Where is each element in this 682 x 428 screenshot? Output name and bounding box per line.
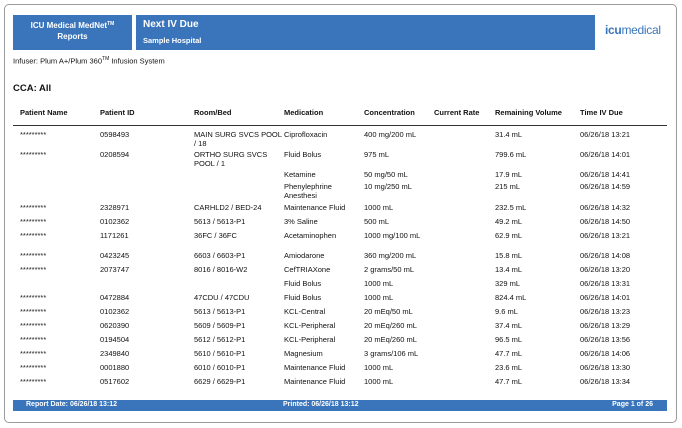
cell-id: 0001880 — [100, 363, 130, 372]
cell-vol: 37.4 mL — [495, 321, 523, 330]
col-remaining-volume: Remaining Volume — [495, 108, 562, 117]
cell-room: 6010 / 6010-P1 — [194, 363, 246, 372]
cell-conc: 1000 mL — [364, 363, 394, 372]
footer-report-date: Report Date: 06/26/18 13:12 — [26, 401, 118, 408]
cell-id: 0517602 — [100, 377, 130, 386]
cell-room: 5610 / 5610-P1 — [194, 349, 246, 358]
cell-due: 06/26/18 14:59 — [580, 182, 631, 191]
cell-due: 06/26/18 13:20 — [580, 265, 631, 274]
cell-id: 0208594 — [100, 150, 130, 159]
cell-conc: 1000 mL — [364, 293, 394, 302]
cell-conc: 20 mEq/260 mL — [364, 321, 417, 330]
cell-conc: 360 mg/200 mL — [364, 251, 417, 260]
report-footer — [13, 400, 667, 411]
infuser-prefix: Infuser: Plum A+/Plum 360 — [13, 56, 103, 66]
cell-room: 5612 / 5612-P1 — [194, 335, 246, 344]
cell-room: 5613 / 5613-P1 — [194, 217, 246, 226]
cell-conc: 20 mEq/50 mL — [364, 307, 413, 316]
cell-med: Fluid Bolus — [284, 150, 322, 159]
cell-due: 06/26/18 13:21 — [580, 130, 631, 139]
infuser-trademark: TM — [102, 56, 110, 62]
cell-vol: 329 mL — [495, 279, 521, 288]
cell-due: 06/26/18 13:30 — [580, 363, 631, 372]
cell-id: 0620390 — [100, 321, 130, 330]
col-room-bed: Room/Bed — [194, 108, 232, 117]
footer-page: Page 1 of 26 — [612, 401, 653, 408]
cell-room: MAIN SURG SVCS POOL / 18 — [194, 130, 282, 148]
cell-conc: 1000 mL — [364, 203, 394, 212]
icu-medical-logo — [605, 23, 661, 37]
cell-name: ********* — [20, 150, 47, 159]
cell-id: 2328971 — [100, 203, 130, 212]
col-medication: Medication — [284, 108, 324, 117]
cell-name: ********* — [20, 293, 47, 302]
hospital-name: Sample Hospital — [143, 36, 202, 45]
trademark: TM — [107, 21, 115, 27]
cell-vol: 49.2 mL — [495, 217, 523, 226]
cell-vol: 17.9 mL — [495, 170, 523, 179]
cell-due: 06/26/18 14:32 — [580, 203, 631, 212]
cell-vol: 13.4 mL — [495, 265, 523, 274]
cell-vol: 232.5 mL — [495, 203, 527, 212]
col-current-rate: Current Rate — [434, 108, 480, 117]
cell-med: KCL-Peripheral — [284, 321, 336, 330]
cell-due: 06/26/18 14:01 — [580, 150, 631, 159]
cell-med: Magnesium — [284, 349, 323, 358]
cell-vol: 215 mL — [495, 182, 521, 191]
cell-room: 36FC / 36FC — [194, 231, 237, 240]
cell-vol: 824.4 mL — [495, 293, 527, 302]
cell-due: 06/26/18 14:41 — [580, 170, 631, 179]
cell-due: 06/26/18 14:08 — [580, 251, 631, 260]
cell-vol: 799.6 mL — [495, 150, 527, 159]
cell-conc: 3 grams/106 mL — [364, 349, 419, 358]
cell-med: Ketamine — [284, 170, 316, 179]
cell-id: 0102362 — [100, 307, 130, 316]
cell-room: 5613 / 5613-P1 — [194, 307, 246, 316]
cell-id: 0598493 — [100, 130, 130, 139]
cca-filter: CCA: All — [13, 83, 52, 94]
cell-med: KCL-Central — [284, 307, 326, 316]
cell-med: Fluid Bolus — [284, 279, 322, 288]
cell-id: 0423245 — [100, 251, 130, 260]
cell-name: ********* — [20, 231, 47, 240]
cell-room: ORTHO SURG SVCS POOL / 1 — [194, 150, 268, 168]
cell-room: 5609 / 5609-P1 — [194, 321, 246, 330]
cell-name: ********* — [20, 251, 47, 260]
cell-conc: 1000 mL — [364, 279, 394, 288]
logo-part-icu: icu — [605, 23, 622, 37]
infuser-line — [13, 56, 165, 66]
cell-name: ********* — [20, 363, 47, 372]
cell-conc: 1000 mL — [364, 377, 394, 386]
cell-room: 8016 / 8016-W2 — [194, 265, 248, 274]
cell-conc: 10 mg/250 mL — [364, 182, 412, 191]
cell-name: ********* — [20, 335, 47, 344]
cell-name: ********* — [20, 349, 47, 358]
header-rule — [13, 125, 667, 126]
cell-id: 2349840 — [100, 349, 130, 358]
product-subtitle: Reports — [57, 32, 88, 41]
cell-name: ********* — [20, 217, 47, 226]
report-frame — [4, 4, 677, 423]
cell-vol: 96.5 mL — [495, 335, 523, 344]
cell-vol: 47.7 mL — [495, 377, 523, 386]
cell-due: 06/26/18 14:06 — [580, 349, 631, 358]
report-title: Next IV Due — [143, 19, 199, 30]
product-name: ICU Medical MedNet — [30, 21, 108, 30]
cell-med: Fluid Bolus — [284, 293, 322, 302]
col-concentration: Concentration — [364, 108, 415, 117]
cell-med: Maintenance Fluid — [284, 377, 346, 386]
cell-room: 47CDU / 47CDU — [194, 293, 250, 302]
cell-med: Acetaminophen — [284, 231, 337, 240]
cell-room: 6629 / 6629-P1 — [194, 377, 246, 386]
cell-id: 0472884 — [100, 293, 130, 302]
cell-room: CARHLD2 / BED-24 — [194, 203, 262, 212]
cell-conc: 975 mL — [364, 150, 390, 159]
cell-med: 3% Saline — [284, 217, 318, 226]
cell-conc: 1000 mg/100 mL — [364, 231, 421, 240]
cell-due: 06/26/18 14:01 — [580, 293, 631, 302]
cell-conc: 2 grams/50 mL — [364, 265, 415, 274]
infuser-suffix: Infusion System — [109, 56, 165, 66]
cell-conc: 400 mg/200 mL — [364, 130, 417, 139]
cell-med: Maintenance Fluid — [284, 203, 346, 212]
cell-med: Ciprofloxacin — [284, 130, 328, 139]
footer-printed: Printed: 06/26/18 13:12 — [283, 401, 359, 408]
cell-name: ********* — [20, 321, 47, 330]
cell-vol: 31.4 mL — [495, 130, 523, 139]
cell-conc: 50 mg/50 mL — [364, 170, 408, 179]
cell-conc: 500 mL — [364, 217, 390, 226]
cell-med: Amiodarone — [284, 251, 325, 260]
cell-med: Maintenance Fluid — [284, 363, 346, 372]
col-patient-id: Patient ID — [100, 108, 135, 117]
cell-name: ********* — [20, 377, 47, 386]
cell-vol: 15.8 mL — [495, 251, 523, 260]
cell-vol: 62.9 mL — [495, 231, 523, 240]
report-banner — [136, 15, 595, 50]
cell-due: 06/26/18 13:31 — [580, 279, 631, 288]
cell-med: KCL-Peripheral — [284, 335, 336, 344]
cell-due: 06/26/18 13:21 — [580, 231, 631, 240]
cell-name: ********* — [20, 265, 47, 274]
cell-name: ********* — [20, 203, 47, 212]
cell-due: 06/26/18 13:56 — [580, 335, 631, 344]
col-patient-name: Patient Name — [20, 108, 68, 117]
cell-med: CefTRIAXone — [284, 265, 331, 274]
cell-vol: 9.6 mL — [495, 307, 518, 316]
cell-vol: 47.7 mL — [495, 349, 523, 358]
cell-due: 06/26/18 14:50 — [580, 217, 631, 226]
cell-name: ********* — [20, 307, 47, 316]
cell-due: 06/26/18 13:34 — [580, 377, 631, 386]
cell-name: ********* — [20, 130, 47, 139]
cell-id: 1171261 — [100, 231, 129, 240]
cell-room: 6603 / 6603-P1 — [194, 251, 246, 260]
logo-part-medical: medical — [621, 23, 661, 37]
cell-id: 2073747 — [100, 265, 130, 274]
col-time-iv-due: Time IV Due — [580, 108, 623, 117]
cell-conc: 20 mEq/260 mL — [364, 335, 417, 344]
product-banner — [13, 15, 132, 50]
cell-vol: 23.6 mL — [495, 363, 523, 372]
cell-id: 0102362 — [100, 217, 130, 226]
cell-due: 06/26/18 13:29 — [580, 321, 631, 330]
cell-id: 0194504 — [100, 335, 130, 344]
cell-due: 06/26/18 13:23 — [580, 307, 631, 316]
cell-med: Phenylephrine Anesthesi — [284, 182, 332, 200]
